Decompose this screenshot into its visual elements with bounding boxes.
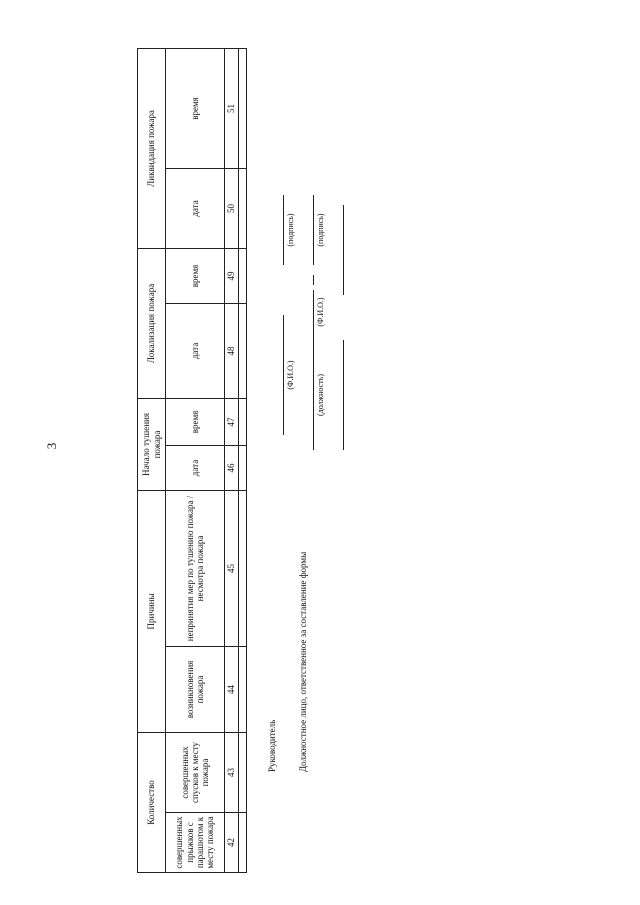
responsible-position-line: [313, 340, 314, 450]
head-fio-caption: (Ф.И.О.): [286, 360, 295, 390]
column-number: 51: [224, 48, 238, 168]
responsible-label: Должностное лицо, ответственное за составление формы: [298, 551, 308, 772]
data-cell: [238, 813, 246, 873]
header-liquidation: Ликвидация пожара: [138, 48, 166, 248]
responsible-fio-line: [313, 290, 314, 340]
header-count: Количество: [138, 732, 166, 872]
column-number: 47: [224, 398, 238, 445]
head-fio-line-2: [343, 340, 344, 450]
header-localization: Локализация пожара: [138, 248, 166, 398]
col-header: время: [166, 48, 225, 168]
responsible-signature-line-left: [313, 275, 314, 285]
col-header: совершенных спусков к месту пожара: [166, 732, 225, 812]
data-cell: [238, 303, 246, 398]
fire-data-table: [137, 48, 247, 873]
col-header: возникновения пожара: [166, 646, 225, 732]
col-header: дата: [166, 303, 225, 398]
header-start: Начало тушения пожара: [138, 398, 166, 490]
responsible-fio-line-2: [343, 205, 344, 295]
data-cell: [238, 248, 246, 303]
responsible-signature-line: [313, 195, 314, 265]
responsible-fio-caption: (Ф.И.О.): [316, 297, 325, 327]
col-header: время: [166, 248, 225, 303]
col-header: дата: [166, 445, 225, 490]
column-number: 48: [224, 303, 238, 398]
col-header: непринятия мер по тушению пожара / несмотра пожара: [166, 490, 225, 646]
column-number: 46: [224, 445, 238, 490]
col-header: совершенных прыжков с парашютом к месту пожара: [166, 813, 225, 873]
column-number: 43: [224, 732, 238, 812]
data-cell: [238, 490, 246, 646]
head-label: Руководитель: [267, 719, 277, 772]
col-header: дата: [166, 168, 225, 248]
data-cell: [238, 168, 246, 248]
data-cell: [238, 48, 246, 168]
col-header: время: [166, 398, 225, 445]
page-number: 3: [44, 442, 59, 450]
responsible-signature-caption: (подпись): [316, 213, 325, 247]
data-cell: [238, 398, 246, 445]
head-fio-line: [283, 315, 284, 435]
column-number: 44: [224, 646, 238, 732]
column-number: 45: [224, 490, 238, 646]
data-cell: [238, 732, 246, 812]
data-cell: [238, 646, 246, 732]
header-causes: Причины: [138, 490, 166, 732]
data-cell: [238, 445, 246, 490]
responsible-position-caption: (должность): [316, 374, 325, 416]
column-number: 42: [224, 813, 238, 873]
head-signature-line: [283, 195, 284, 265]
head-signature-caption: (подпись): [286, 213, 295, 247]
column-number: 49: [224, 248, 238, 303]
column-number: 50: [224, 168, 238, 248]
